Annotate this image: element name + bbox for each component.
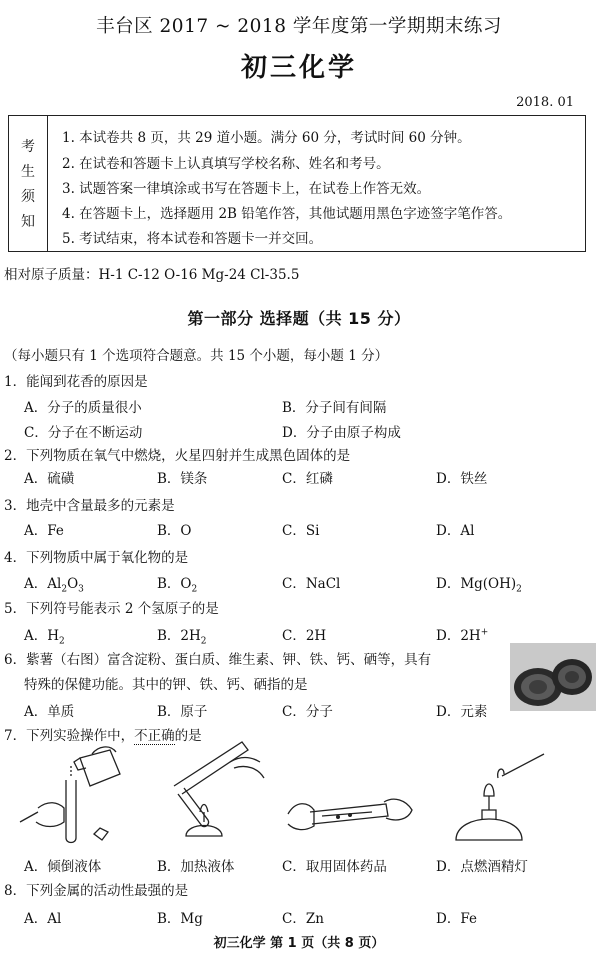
question-6-stem-line1: 6．紫薯（右图）富含淀粉、蛋白质、维生素、钾、铁、钙、硒等，具有 [4,652,432,668]
taking-solid-illustration [286,790,416,840]
question-6-option-a[interactable]: A．单质 [24,704,75,720]
notice-heading [9,116,48,251]
notice-item: 2. 在试卷和答题卡上认真填写学校名称、姓名和考号。 [62,156,390,172]
subscript: 2 [516,584,522,595]
question-7-option-c[interactable]: C．取用固体药品 [282,859,387,875]
question-8-stem: 8．下列金属的活动性最强的是 [4,883,189,899]
question-3-option-c[interactable]: C．Si [282,523,320,539]
superscript: + [480,627,489,638]
question-4-option-d[interactable] [436,572,522,595]
option-text: D．Mg(OH) [436,576,517,592]
notice-item: 3. 试题答案一律填涂或书写在答题卡上，在试卷上作答无效。 [62,181,431,197]
stem-emphasis: 不正确 [134,728,175,744]
question-3-option-d[interactable]: D．Al [436,523,475,539]
notice-heading-char: 知 [21,214,35,230]
question-3-option-a[interactable]: A．Fe [24,523,64,539]
exam-title: 丰台区 2017 ~ 2018 学年度第一学期期末练习 [96,16,502,37]
question-1-option-c[interactable]: C．分子在不断运动 [24,425,143,441]
option-text: B．2H [157,628,201,644]
question-5-option-d[interactable] [436,624,488,644]
question-5-stem: 5．下列符号能表示 2 个氢原子的是 [4,601,219,617]
question-6-option-b[interactable]: B．原子 [157,704,208,720]
question-4-option-a[interactable] [24,572,84,595]
notice-box [8,115,586,252]
option-text: D．2H [436,628,481,644]
question-2-option-c[interactable]: C．红磷 [282,471,333,487]
question-6-option-d[interactable]: D．元素 [436,704,488,720]
question-2-option-b[interactable]: B．镁条 [157,471,208,487]
question-7-option-a[interactable]: A．倾倒液体 [24,859,102,875]
question-3-stem: 3．地壳中含量最多的元素是 [4,498,175,514]
notice-item: 5. 考试结束，将本试卷和答题卡一并交回。 [62,231,323,247]
option-text: A．Al [24,576,62,592]
question-2-stem: 2．下列物质在氧气中燃烧，火星四射并生成黑色固体的是 [4,448,351,464]
sweet-potato-photo [510,643,596,711]
question-8-option-d[interactable]: D．Fe [436,911,477,927]
pouring-liquid-illustration [18,742,128,850]
question-5-option-c[interactable]: C．2H [282,628,327,644]
subscript: 2 [61,584,68,595]
notice-item: 4. 在答题卡上，选择题用 2B 铅笔作答，其他试题用黑色字迹签字笔作答。 [62,206,512,222]
question-6-option-c[interactable]: C．分子 [282,704,333,720]
option-text: O [67,576,79,592]
question-6-stem-line2: 特殊的保健功能。其中的钾、铁、钙、硒指的是 [24,677,308,693]
question-5-option-a[interactable] [24,624,65,647]
stem-text: 7．下列实验操作中， [4,728,135,744]
section-title: 第一部分 选择题（共 15 分） [187,309,411,328]
section-instruction: （每小题只有 1 个选项符合题意。共 15 个小题，每小题 1 分） [4,348,389,364]
question-4-stem: 4．下列物质中属于氧化物的是 [4,550,189,566]
question-2-option-d[interactable]: D．铁丝 [436,471,488,487]
question-7-option-d[interactable]: D．点燃酒精灯 [436,859,528,875]
stem-text: 的是 [174,728,202,744]
question-1-option-b[interactable]: B．分子间有间隔 [282,400,387,416]
question-4-option-c[interactable]: C．NaCl [282,576,341,592]
exam-date: 2018. 01 [516,95,574,110]
question-3-option-b[interactable]: B．O [157,523,192,539]
subscript: 2 [191,584,198,595]
atomic-mass-line: 相对原子质量：H-1 C-12 O-16 Mg-24 Cl-35.5 [4,267,300,283]
notice-heading-char: 考 [21,139,35,155]
question-8-option-b[interactable]: B．Mg [157,911,203,927]
heating-liquid-illustration [150,738,270,850]
question-1-stem: 1．能闻到花香的原因是 [4,374,148,390]
lighting-lamp-illustration [446,750,556,850]
question-1-option-d[interactable]: D．分子由原子构成 [282,425,401,441]
question-7-option-b[interactable]: B．加热液体 [157,859,235,875]
page-footer: 初三化学 第 1 页（共 8 页） [213,936,385,951]
question-4-option-b[interactable] [157,572,198,595]
question-8-option-a[interactable]: A．Al [24,911,62,927]
question-5-option-b[interactable] [157,624,207,647]
subscript: 2 [200,636,207,647]
question-8-option-c[interactable]: C．Zn [282,911,324,927]
option-text: A．H [24,628,60,644]
option-text: B．O [157,576,192,592]
subscript: 3 [78,584,84,595]
notice-item: 1. 本试卷共 8 页，共 29 道小题。满分 60 分，考试时间 60 分钟。 [62,130,471,146]
question-1-option-a[interactable]: A．分子的质量很小 [24,400,142,416]
notice-heading-char: 生 [21,164,35,180]
subject-title: 初三化学 [240,53,357,83]
subscript: 2 [59,636,65,647]
notice-heading-char: 须 [21,189,35,205]
question-2-option-a[interactable]: A．硫磺 [24,471,75,487]
